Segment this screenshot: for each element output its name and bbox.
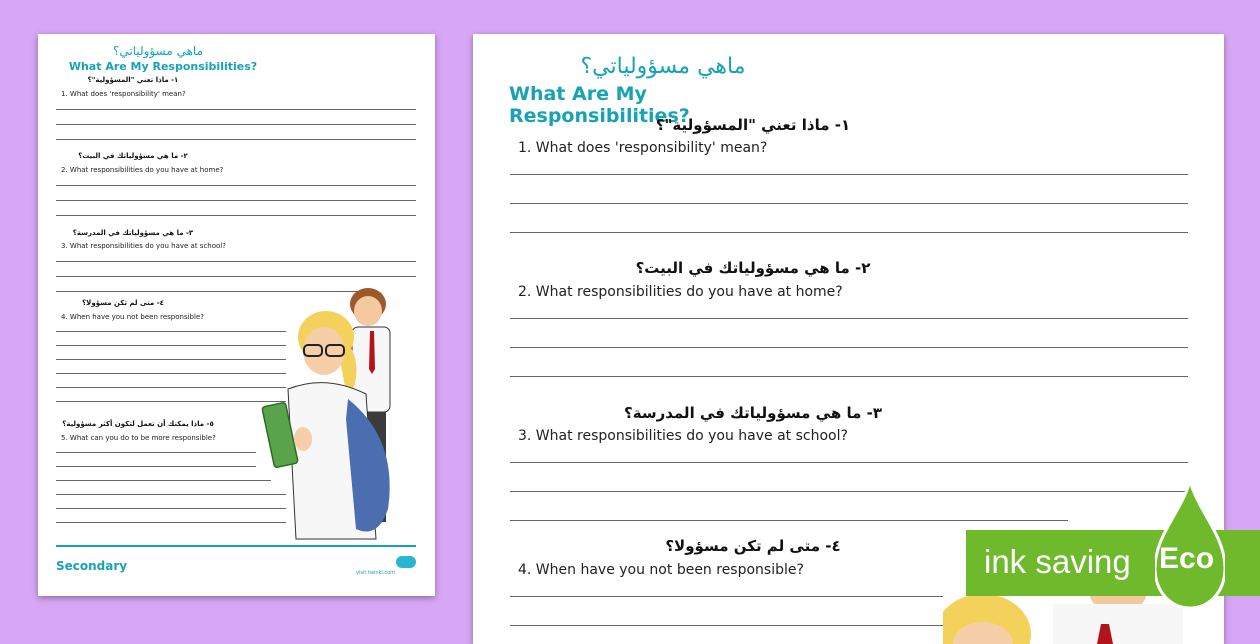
question-arabic: ٣- ما هي مسؤولياتك في المدرسة؟ (624, 404, 882, 422)
question-arabic: ٢- ما هي مسؤولياتك في البيت؟ (635, 259, 871, 277)
question-arabic: ٢- ما هي مسؤولياتك في البيت؟ (78, 152, 188, 160)
title-arabic: ماهي مسؤولياتي؟ (580, 54, 746, 79)
twinkl-logo (396, 556, 416, 568)
question-arabic: ٣- ما هي مسؤولياتك في المدرسة؟ (72, 229, 194, 237)
footer-level: Secondary (56, 559, 128, 573)
question-text: 3. What responsibilities do you have at school? (61, 242, 226, 250)
worksheet-thumbnail (38, 34, 435, 596)
question-text: 4. When have you not been responsible? (518, 562, 804, 578)
question-text: 3. What responsibilities do you have at school? (518, 428, 848, 444)
title-english: What Are My Responsibilities? (68, 60, 258, 73)
footer-site: visit twinkl.com (356, 570, 396, 576)
question-text: 1. What does 'responsibility' mean? (61, 90, 186, 98)
title-english: What Are My Responsibilities? (509, 83, 690, 127)
students-illustration (248, 279, 428, 549)
question-text: 4. When have you not been responsible? (61, 313, 204, 321)
question-arabic: ٤- متى لم تكن مسؤولا؟ (665, 537, 841, 555)
question-text: 1. What does 'responsibility' mean? (518, 140, 768, 156)
question-arabic: ١- ماذا تعني "المسؤولية"؟ (87, 76, 179, 84)
question-text: 5. What can you do to be more responsible? (61, 434, 216, 442)
ink-saving-label: ink saving (984, 543, 1131, 580)
question-arabic: ٥- ماذا يمكنك أن تعمل لتكون أكثر مسؤولية؟ (62, 420, 214, 428)
question-arabic: ١- ماذا تعني "المسؤولية"؟ (655, 116, 851, 134)
question-text: 2. What responsibilities do you have at home? (518, 284, 843, 300)
eco-label: Eco (1159, 542, 1215, 575)
question-arabic: ٤- متى لم تكن مسؤولا؟ (82, 299, 164, 307)
question-text: 2. What responsibilities do you have at home? (61, 166, 224, 174)
title-arabic: ماهي مسؤولياتي؟ (113, 44, 203, 58)
